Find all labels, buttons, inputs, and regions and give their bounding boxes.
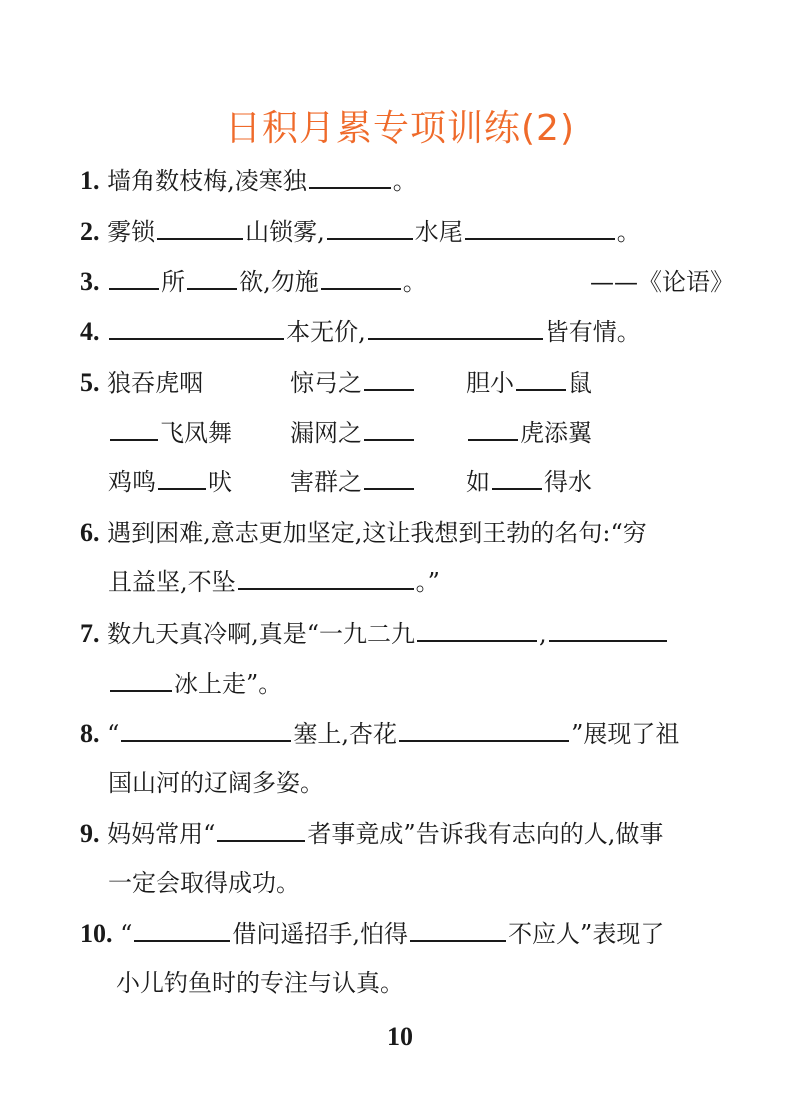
question-text: 国山河的辽阔多姿。 (108, 769, 324, 797)
idiom: 狼吞虎咽 (107, 369, 204, 397)
idiom-cell (108, 466, 232, 498)
question-text: 借问遥招手,怕得 (232, 920, 409, 948)
question-6 (80, 517, 647, 549)
question-number: 4. (80, 317, 100, 346)
answer-blank[interactable] (364, 417, 414, 441)
answer-blank[interactable] (364, 466, 414, 490)
answer-blank[interactable] (399, 718, 569, 742)
question-text: 不应人”表现了 (508, 920, 665, 948)
question-text: 且益坚,不坠 (108, 568, 236, 596)
question-number: 6. (80, 518, 100, 547)
question-number: 8. (80, 719, 100, 748)
question-7-line-2 (108, 668, 282, 700)
question-text: ”展现了祖 (571, 720, 680, 748)
answer-blank[interactable] (110, 417, 158, 441)
idiom-text: 胆小 (466, 369, 514, 397)
idiom-text: 虎添翼 (520, 419, 592, 447)
idiom-text: 鸡鸣 (108, 468, 156, 496)
question-text: “ (120, 920, 133, 948)
answer-blank[interactable] (364, 367, 414, 391)
idiom-text: 惊弓之 (290, 369, 362, 397)
question-text: 本无价, (286, 318, 366, 346)
question-text: 遇到困难,意志更加坚定,这让我想到王勃的名句:“穷 (107, 519, 647, 547)
question-7 (80, 618, 669, 650)
answer-blank[interactable] (549, 618, 667, 642)
question-number: 10. (80, 919, 113, 948)
answer-blank[interactable] (321, 266, 401, 290)
question-number: 2. (80, 217, 100, 246)
answer-blank[interactable] (327, 216, 413, 240)
question-3 (80, 266, 427, 298)
answer-blank[interactable] (468, 417, 518, 441)
idiom-text: 吠 (208, 468, 232, 496)
question-text: 欲,勿施 (239, 268, 319, 296)
idiom-text: 鼠 (568, 369, 592, 397)
question-text: 冰上走”。 (174, 670, 283, 698)
question-number: 5. (80, 368, 100, 397)
answer-blank[interactable] (417, 618, 537, 642)
question-text: “ (107, 720, 120, 748)
question-10-line-2 (116, 967, 404, 999)
question-4 (80, 316, 641, 348)
question-text: 所 (161, 268, 186, 296)
question-number: 9. (80, 819, 100, 848)
idiom-cell (466, 466, 592, 498)
question-text: 者事竟成”告诉我有志向的人,做事 (307, 820, 664, 848)
question-text: , (539, 620, 547, 648)
idiom-text: 飞凤舞 (160, 419, 232, 447)
question-10 (80, 918, 664, 950)
question-6-line-2 (108, 566, 440, 598)
question-number: 7. (80, 619, 100, 648)
idiom-cell (290, 417, 416, 449)
page-title: 日积月累专项训练(2) (225, 108, 575, 149)
idiom-text: 漏网之 (290, 419, 362, 447)
answer-blank[interactable] (516, 367, 566, 391)
answer-blank[interactable] (187, 266, 237, 290)
question-text: 水尾 (414, 218, 463, 246)
question-text: 塞上,杏花 (293, 720, 398, 748)
answer-blank[interactable] (134, 918, 230, 942)
question-text: 。 (616, 218, 641, 246)
answer-blank[interactable] (492, 466, 542, 490)
idiom-cell (108, 417, 232, 449)
answer-blank[interactable] (410, 918, 506, 942)
idiom-cell (466, 417, 592, 449)
answer-blank[interactable] (110, 668, 172, 692)
question-text: 墙角数枝梅,凌寒独 (107, 167, 307, 195)
answer-blank[interactable] (109, 316, 284, 340)
idiom-cell (466, 367, 592, 399)
answer-blank[interactable] (238, 566, 414, 590)
question-9 (80, 818, 663, 850)
answer-blank[interactable] (217, 818, 305, 842)
page-number: 10 (387, 1022, 413, 1051)
question-number: 1. (80, 166, 100, 195)
question-text: 小儿钓鱼时的专注与认真。 (116, 969, 404, 997)
idiom-text: 得水 (544, 468, 592, 496)
question-text: 。” (415, 568, 440, 596)
answer-blank[interactable] (109, 266, 159, 290)
question-text: 。 (392, 167, 417, 195)
question-text: 山锁雾, (245, 218, 325, 246)
question-text: 雾锁 (107, 218, 156, 246)
question-8 (80, 718, 679, 750)
question-1 (80, 165, 417, 197)
idiom-text: 如 (466, 468, 490, 496)
question-5-row-1 (80, 367, 203, 399)
question-number: 3. (80, 267, 100, 296)
answer-blank[interactable] (368, 316, 543, 340)
question-text: 一定会取得成功。 (108, 869, 300, 897)
question-text: 数九天真冷啊,真是“一九二九 (107, 620, 416, 648)
question-text: 皆有情。 (544, 318, 641, 346)
idiom-cell (290, 466, 416, 498)
question-text: 。 (402, 268, 427, 296)
question-2 (80, 216, 641, 248)
question-9-line-2 (108, 867, 300, 899)
idiom-cell (290, 367, 416, 399)
quote-source: ——《论语》 (590, 268, 734, 296)
answer-blank[interactable] (465, 216, 615, 240)
idiom-text: 害群之 (290, 468, 362, 496)
answer-blank[interactable] (309, 165, 391, 189)
answer-blank[interactable] (121, 718, 291, 742)
question-8-line-2 (108, 767, 324, 799)
answer-blank[interactable] (158, 466, 206, 490)
answer-blank[interactable] (157, 216, 243, 240)
question-text: 妈妈常用“ (107, 820, 216, 848)
